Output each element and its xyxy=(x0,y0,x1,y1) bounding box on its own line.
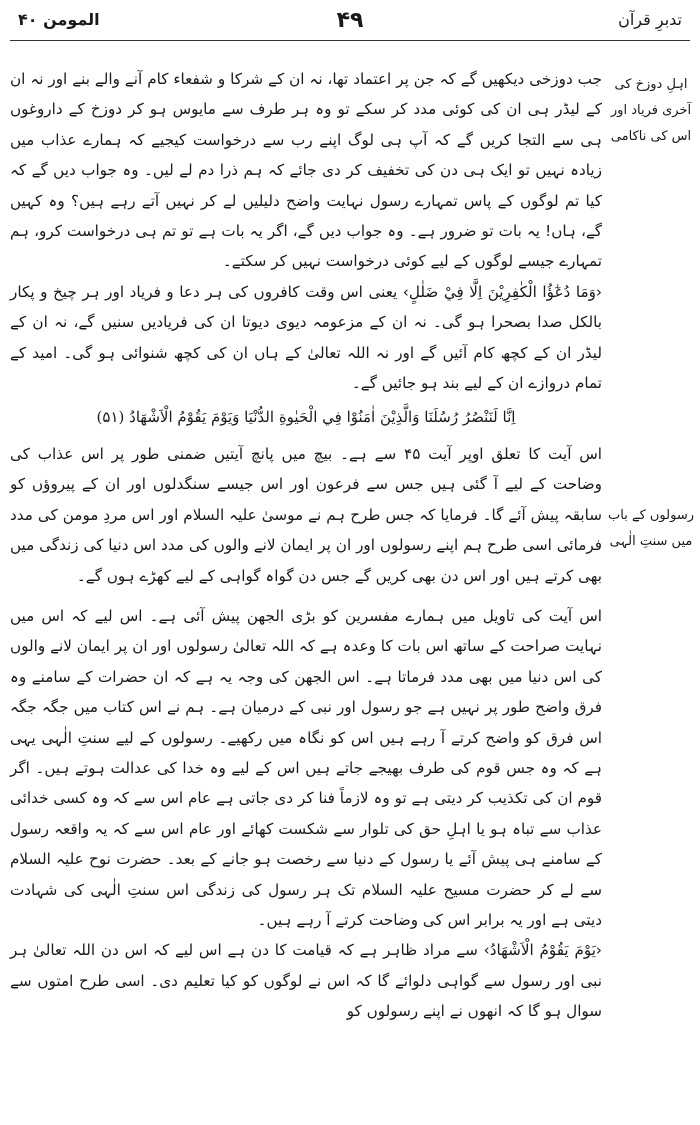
page-body xyxy=(10,64,602,1027)
surah-name: المومن ۴۰ xyxy=(18,10,100,29)
margin-note-1: اہلِ دوزخ کی آخری فریاد اور اس کی ناکامی xyxy=(610,77,692,144)
book-title: تدبرِ قرآن xyxy=(618,10,682,29)
margin-note-2: رسولوں کے باب میں سنتِ الٰہی xyxy=(608,508,694,549)
paragraph-3: اس آیت کا تعلق اوپر آیت ۴۵ سے ہے۔ بیچ میں پانچ آیتیں ضمنی طور پر اس عذاب کی وضاحت کے لیے آ گئی ہیں جس سے فرعون اور اس جیسے سنگدلوں اور ان کے پیروؤں کو سابقہ پیش آئے گا۔ فرمایا کہ جس طرح ہم نے موسیٰ علیہ السلام اور اس مردِ مومن کی مدد فرمائی اسی طرح ہم اپنے رسولوں اور ان پر ایمان لانے والوں کی مدد اس دنیا کی زندگی میں بھی کرتے ہیں اور اس دن بھی کریں گے جس دن گواہ گواہی کے لیے کھڑے ہوں گے۔ xyxy=(10,444,602,585)
paragraph-2: ‹وَمَا دُعٰٓؤُا الْكٰفِرِيْنَ اِلَّا فِيْ ضَلٰلٍ› یعنی اس وقت کافروں کی ہر دعا و فریاد اور ہر چیخ و پکار بالکل صدا بصحرا ہو گی۔ نہ ان کے مزعومہ دیوی دیوتا ان کی فریادیں سنیں گے، نہ ان کے لیڈر ان کے کچھ کام آئیں گے اور نہ اللہ تعالیٰ کے ہاں ان کی کچھ شنوائی ہو گی۔ امید کے تمام دروازے ان کے لیے بند ہو جائیں گے۔ xyxy=(10,282,602,393)
page-header xyxy=(10,6,690,41)
paragraph-4: اس آیت کی تاویل میں ہمارے مفسرین کو بڑی الجھن پیش آئی ہے۔ اس لیے کہ اس میں نہایت صراحت کے ساتھ اس بات کا وعدہ ہے کہ اللہ تعالیٰ رسولوں اور ان پر ایمان لانے والوں کی اس دنیا میں بھی مدد فرماتا ہے۔ اس الجھن کی وجہ یہ ہے کہ ان حضرات کے سامنے وہ فرق واضح طور پر نہیں ہے جو رسول اور نبی کے درمیان ہے۔ ہم نے اس کتاب میں جگہ جگہ اس فرق کو واضح کرتے آ رہے ہیں اس کو نگاہ میں رکھیے۔ رسولوں کے لیے سنتِ الٰہی یہی ہے کہ وہ جس قوم کی طرف بھیجے جاتے ہیں اس کے لیے وہ خدا کی عدالت ہوتے ہیں۔ اگر قوم ان کی تکذیب کر دیتی ہے تو وہ لازماً فنا کر دی جاتی ہے عام اس سے کہ وہ کسی خدائی عذاب سے تباہ ہو یا اہلِ حق کی تلوار سے شکست کھائے اور عام اس سے کہ یہ واقعہ رسول کے سامنے ہی پیش آئے یا رسول کے دنیا سے رخصت ہو جانے کے بعد۔ حضرت نوح علیہ السلام سے لے کر حضرت مسیح علیہ السلام تک ہر رسول کی زندگی اس سنتِ الٰہی کی شہادت دیتی ہے اور یہ برابر اس کی وضاحت کرتے آ رہے ہیں۔ xyxy=(10,606,602,929)
paragraph-gap xyxy=(10,591,602,601)
page-number: ۴۹ xyxy=(336,8,364,33)
paragraph-1: جب دوزخی دیکھیں گے کہ جن پر اعتماد تھا، نہ ان کے شرکا و شفعاء کام آنے والے بنے اور نہ ان کے لیڈر ہی ان کی کوئی مدد کر سکے تو وہ ہر طرف سے مایوس ہو کر دوزخ کے داروغوں ہی سے التجا کریں گے کہ آپ ہی لوگ اپنے رب سے درخواست کیجیے کہ ہمارے عذاب میں زیادہ نہیں تو ایک ہی دن کی تخفیف کر دی جائے کہ ہم ذرا دم لے لیں۔ وہ جواب دیں گے کہ کیا تم لوگوں کے پاس تمہارے رسول نہایت واضح دلیلیں لے کر نہیں آتے رہے ہیں؟ وہ کہیں گے، ہاں! یہ بات تو ضرور ہے۔ وہ جواب دیں گے، اگر یہ بات ہے تو تم ہی درخواست کرو، ہم تمہارے جیسے لوگوں کے لیے کوئی درخواست نہیں کر سکتے۔ xyxy=(10,70,602,271)
paragraph-5: ‹يَوْمَ يَقُوْمُ الْاَشْهَادُ› سے مراد ظاہر ہے کہ قیامت کا دن ہے اس لیے کہ اس دن اللہ تعالیٰ ہر نبی اور رسول سے گواہی دلوائے گا کہ اس نے لوگوں کو کیا تعلیم دی۔ اسی طرح امتوں سے سوال ہو گا کہ انھوں نے اپنے رسولوں کو xyxy=(10,941,602,1021)
quran-verse: اِنَّا لَنَنْصُرُ رُسُلَنَا وَالَّذِيْنَ اٰمَنُوْا فِي الْحَيٰوةِ الدُّنْيَا وَيَوْمَ يَقُوْمُ الْاَشْهَادُ (۵۱) xyxy=(96,408,516,427)
